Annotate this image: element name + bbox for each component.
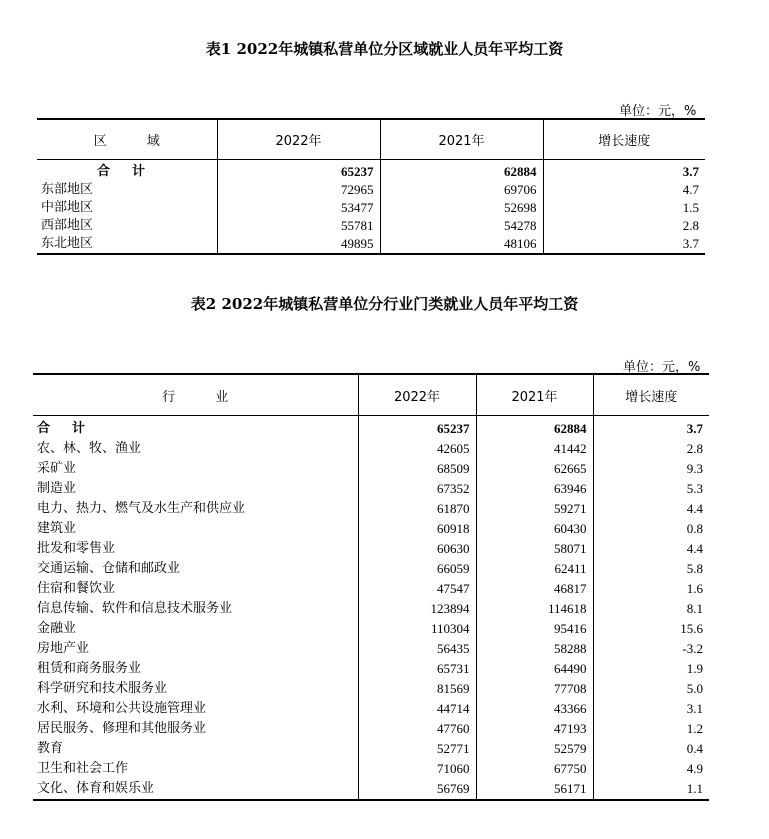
row-name: 农、林、牧、渔业: [37, 441, 142, 456]
table2-total-row: [33, 416, 709, 440]
row-2022: 65731: [358, 659, 476, 679]
row-name: 东部地区: [41, 182, 94, 197]
table-row: [33, 539, 709, 559]
row-growth: 1.1: [593, 779, 709, 800]
row-name: 科学研究和技术服务业: [37, 681, 168, 696]
table-row: [33, 699, 709, 719]
table-row: [33, 519, 709, 539]
table1-header-region: 区 域: [37, 119, 217, 160]
row-growth: 15.6: [593, 619, 709, 639]
row-2021: 41442: [476, 439, 593, 459]
table2-header-row: [33, 374, 709, 416]
table-row: [37, 217, 705, 235]
row-growth: 4.4: [593, 499, 709, 519]
row-2022: 56435: [358, 639, 476, 659]
row-growth: 0.4: [593, 739, 709, 759]
row-name: 文化、体育和娱乐业: [37, 781, 155, 796]
table-row: [33, 779, 709, 800]
row-2021: 62665: [476, 459, 593, 479]
row-2022: 71060: [358, 759, 476, 779]
row-2022: 81569: [358, 679, 476, 699]
row-2021: 64490: [476, 659, 593, 679]
table2-header-growth: 增长速度: [593, 374, 709, 416]
row-growth: 0.8: [593, 519, 709, 539]
row-2021: 69706: [380, 181, 543, 199]
row-2022: 68509: [358, 459, 476, 479]
row-name: 采矿业: [37, 461, 77, 476]
row-2022: 123894: [358, 599, 476, 619]
row-name: 卫生和社会工作: [37, 761, 129, 776]
row-2021: 114618: [476, 599, 593, 619]
row-name: 西部地区: [41, 218, 94, 233]
row-name: 租赁和商务服务业: [37, 661, 142, 676]
row-growth: 1.6: [593, 579, 709, 599]
row-2021: 63946: [476, 479, 593, 499]
row-2022: 60630: [358, 539, 476, 559]
table2-total-growth: 3.7: [593, 416, 709, 440]
row-growth: 4.9: [593, 759, 709, 779]
row-growth: 3.1: [593, 699, 709, 719]
row-2021: 52579: [476, 739, 593, 759]
table-row: [33, 599, 709, 619]
row-growth: 1.9: [593, 659, 709, 679]
table-row: [33, 659, 709, 679]
table-row: [33, 479, 709, 499]
row-2021: 58288: [476, 639, 593, 659]
table2-header-2022: 2022年: [358, 374, 476, 416]
table2-unit: 单位：元，%: [623, 360, 701, 375]
row-name: 教育: [37, 741, 64, 756]
row-2022: 110304: [358, 619, 476, 639]
row-growth: 2.8: [593, 439, 709, 459]
table-row: [37, 235, 705, 254]
table1-total-2022: 65237: [217, 160, 380, 182]
row-2021: 58071: [476, 539, 593, 559]
table2-title: 表2 2022年城镇私营单位分行业门类就业人员年平均工资: [190, 295, 579, 313]
table-row: [33, 639, 709, 659]
row-2022: 42605: [358, 439, 476, 459]
row-2021: 52698: [380, 199, 543, 217]
row-2022: 61870: [358, 499, 476, 519]
table-row: [33, 559, 709, 579]
row-name: 批发和零售业: [37, 541, 116, 556]
row-growth: 9.3: [593, 459, 709, 479]
table-row: [33, 439, 709, 459]
row-name: 电力、热力、燃气及水生产和供应业: [37, 501, 246, 516]
row-name: 交通运输、仓储和邮政业: [37, 561, 181, 576]
table1-title: 表1 2022年城镇私营单位分区域就业人员年平均工资: [205, 40, 564, 58]
row-2022: 56769: [358, 779, 476, 800]
table1-header-growth: 增长速度: [543, 119, 705, 160]
row-2022: 52771: [358, 739, 476, 759]
table1-total-row: [37, 160, 705, 182]
row-growth: 1.5: [543, 199, 705, 217]
row-2022: 66059: [358, 559, 476, 579]
row-name: 建筑业: [37, 521, 77, 536]
row-2022: 60918: [358, 519, 476, 539]
row-name: 中部地区: [41, 200, 94, 215]
row-name: 住宿和餐饮业: [37, 581, 116, 596]
table-row: [33, 759, 709, 779]
row-2021: 47193: [476, 719, 593, 739]
table2-total-2021: 62884: [476, 416, 593, 440]
table2: [33, 373, 709, 801]
table1-total-label: 合 计: [97, 164, 146, 179]
row-2021: 62411: [476, 559, 593, 579]
table-row: [33, 719, 709, 739]
row-growth: 8.1: [593, 599, 709, 619]
table-row: [33, 499, 709, 519]
table2-header-industry: 行 业: [33, 374, 358, 416]
row-2021: 48106: [380, 235, 543, 254]
table-row: [33, 619, 709, 639]
row-name: 房地产业: [37, 641, 90, 656]
row-name: 居民服务、修理和其他服务业: [37, 721, 207, 736]
row-name: 信息传输、软件和信息技术服务业: [37, 601, 233, 616]
row-growth: 5.3: [593, 479, 709, 499]
row-growth: 1.2: [593, 719, 709, 739]
row-growth: -3.2: [593, 639, 709, 659]
table1: [37, 118, 705, 255]
table-row: [33, 579, 709, 599]
row-2021: 54278: [380, 217, 543, 235]
row-2021: 43366: [476, 699, 593, 719]
table1-total-2021: 62884: [380, 160, 543, 182]
row-2022: 44714: [358, 699, 476, 719]
table1-total-growth: 3.7: [543, 160, 705, 182]
table1-header-2021: 2021年: [380, 119, 543, 160]
row-name: 制造业: [37, 481, 77, 496]
row-2022: 47547: [358, 579, 476, 599]
table2-header-2021: 2021年: [476, 374, 593, 416]
row-2022: 49895: [217, 235, 380, 254]
table-row: [33, 459, 709, 479]
row-2021: 59271: [476, 499, 593, 519]
table1-header-row: [37, 119, 705, 160]
row-2021: 77708: [476, 679, 593, 699]
row-growth: 5.0: [593, 679, 709, 699]
table-row: [37, 181, 705, 199]
row-name: 金融业: [37, 621, 77, 636]
row-2021: 95416: [476, 619, 593, 639]
row-2021: 67750: [476, 759, 593, 779]
table2-total-2022: 65237: [358, 416, 476, 440]
row-name: 东北地区: [41, 236, 94, 251]
row-growth: 4.7: [543, 181, 705, 199]
table2-total-label: 合 计: [37, 421, 86, 436]
row-2022: 67352: [358, 479, 476, 499]
row-growth: 5.8: [593, 559, 709, 579]
row-growth: 2.8: [543, 217, 705, 235]
row-2022: 72965: [217, 181, 380, 199]
table-row: [33, 679, 709, 699]
row-growth: 3.7: [543, 235, 705, 254]
row-2022: 55781: [217, 217, 380, 235]
row-name: 水利、环境和公共设施管理业: [37, 701, 207, 716]
row-2022: 47760: [358, 719, 476, 739]
row-growth: 4.4: [593, 539, 709, 559]
table1-header-2022: 2022年: [217, 119, 380, 160]
table1-unit: 单位：元，%: [619, 104, 697, 119]
row-2021: 46817: [476, 579, 593, 599]
table-row: [37, 199, 705, 217]
row-2022: 53477: [217, 199, 380, 217]
row-2021: 56171: [476, 779, 593, 800]
table-row: [33, 739, 709, 759]
row-2021: 60430: [476, 519, 593, 539]
